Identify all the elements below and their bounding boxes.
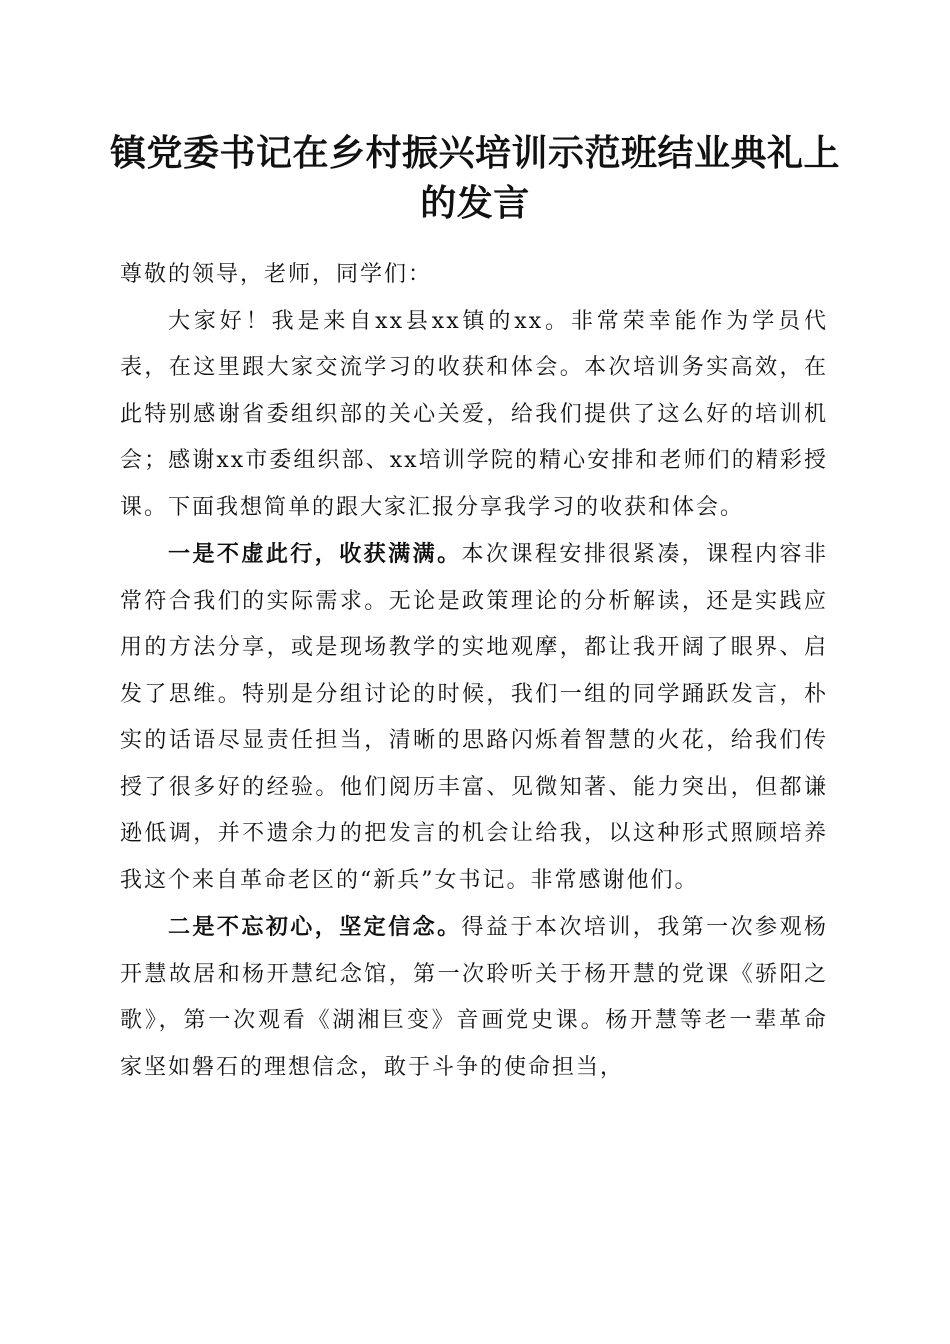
title-line-2: 的发言	[420, 182, 530, 224]
paragraph-2-lead: 一是不虚此行，收获满满。	[168, 541, 462, 567]
paragraph-2-body: 本次课程安排很紧凑，课程内容非常符合我们的实际需求。无论是政策理论的分析解读，还是实践应用的方法分享，或是现场教学的实地观摩，都让我开阔了眼界、启发了思维。特别是分组讨论的时候，我们一组的同学踊跃发言，朴实的话语尽显责任担当，清晰的思路闪烁着智慧的火花，给我们传授了很多好的经验。他们阅历丰富、见微知著、能力突出，但都谦逊低调，并不遗余力的把发言的机会让给我，以这种形式照顾培养我这个来自革命老区的“新兵”女书记。非常感谢他们。	[120, 542, 828, 893]
title-line-1: 镇党委书记在乡村振兴培训示范班结业典礼上	[109, 132, 840, 174]
paragraph-3-lead: 二是不忘初心，坚定信念。	[168, 914, 462, 940]
paragraph-3-body: 得益于本次培训，我第一次参观杨开慧故居和杨开慧纪念馆，第一次聆听关于杨开慧的党课《骄阳之歌》，第一次观看《湖湘巨变》音画党史课。杨开慧等老一辈革命家坚如磐石的理想信念，敢于斗争的使命担当，	[120, 915, 828, 1080]
salutation: 尊敬的领导，老师，同学们：	[120, 262, 433, 287]
document-title	[100, 128, 850, 228]
document-body	[120, 252, 828, 1091]
paragraph-1: 大家好！我是来自xx县xx镇的xx。非常荣幸能作为学员代表，在这里跟大家交流学习的收获和体会。本次培训务实高效，在此特别感谢省委组织部的关心关爱，给我们提供了这么好的培训机会；感谢xx市委组织部、xx培训学院的精心安排和老师们的精彩授课。下面我想简单的跟大家汇报分享我学习的收获和体会。	[120, 308, 828, 520]
paragraph-3	[120, 904, 828, 1091]
paragraph-2	[120, 531, 828, 904]
